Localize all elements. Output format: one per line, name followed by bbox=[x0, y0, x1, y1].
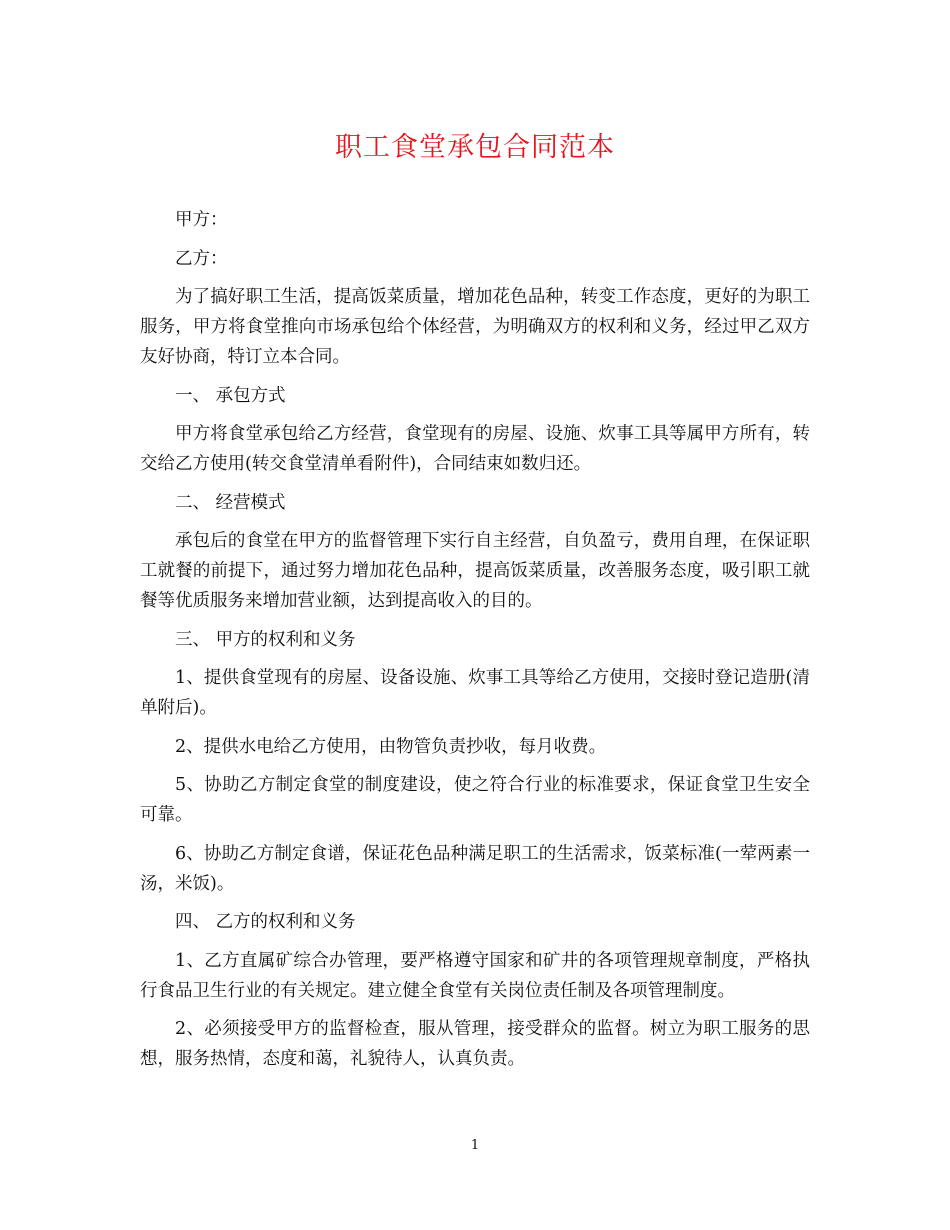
clause-paragraph: 6、协助乙方制定食谱，保证花色品种满足职工的生活需求，饭菜标准(一荤两素一汤，米饭)。 bbox=[140, 843, 810, 894]
clause-paragraph: 1、提供食堂现有的房屋、设备设施、炊事工具等给乙方使用，交接时登记造册(清单附后)。 bbox=[140, 668, 810, 718]
paragraph: 甲方将食堂承包给乙方经营，食堂现有的房屋、设施、炊事工具等属甲方所有，转交给乙方使用(转交食堂清单看附件)，合同结束如数归还。 bbox=[140, 424, 810, 474]
party-b-line: 乙方： bbox=[175, 248, 228, 269]
paragraph: 承包后的食堂在甲方的监督管理下实行自主经营，自负盈亏，费用自理，在保证职工就餐的前提下，通过努力增加花色品种，提高饭菜质量，改善服务态度，吸引职工就餐等优质服务来增加营业额，达到提高收入的目的。 bbox=[140, 531, 810, 611]
clause-paragraph: 1、乙方直属矿综合办管理，要严格遵守国家和矿井的各项管理规章制度，严格执行食品卫生行业的有关规定。建立健全食堂有关岗位责任制及各项管理制度。 bbox=[140, 950, 810, 1001]
preamble-paragraph: 为了搞好职工生活，提高饭菜质量，增加花色品种，转变工作态度，更好的为职工服务，甲方将食堂推向市场承包给个体经营，为明确双方的权利和义务，经过甲乙双方友好协商，特订立本合同。 bbox=[140, 287, 810, 367]
section-heading: 一、 承包方式 bbox=[175, 385, 286, 406]
section-heading: 三、 甲方的权利和义务 bbox=[175, 629, 356, 650]
clause-paragraph: 5、协助乙方制定食堂的制度建设，使之符合行业的标准要求，保证食堂卫生安全可靠。 bbox=[140, 775, 810, 825]
page-number: 1 bbox=[470, 1138, 480, 1153]
section-heading: 二、 经营模式 bbox=[175, 492, 286, 513]
section-heading: 四、 乙方的权利和义务 bbox=[175, 912, 356, 932]
document-body bbox=[140, 205, 810, 1083]
document-title: 职工食堂承包合同范本 bbox=[335, 132, 615, 163]
party-a-line: 甲方： bbox=[175, 210, 228, 230]
clause-paragraph: 2、提供水电给乙方使用，由物管负责抄收，每月收费。 bbox=[175, 736, 607, 757]
clause-paragraph: 2、必须接受甲方的监督检查，服从管理，接受群众的监督。树立为职工服务的思想，服务热情，态度和蔼，礼貌待人，认真负责。 bbox=[140, 1019, 810, 1069]
